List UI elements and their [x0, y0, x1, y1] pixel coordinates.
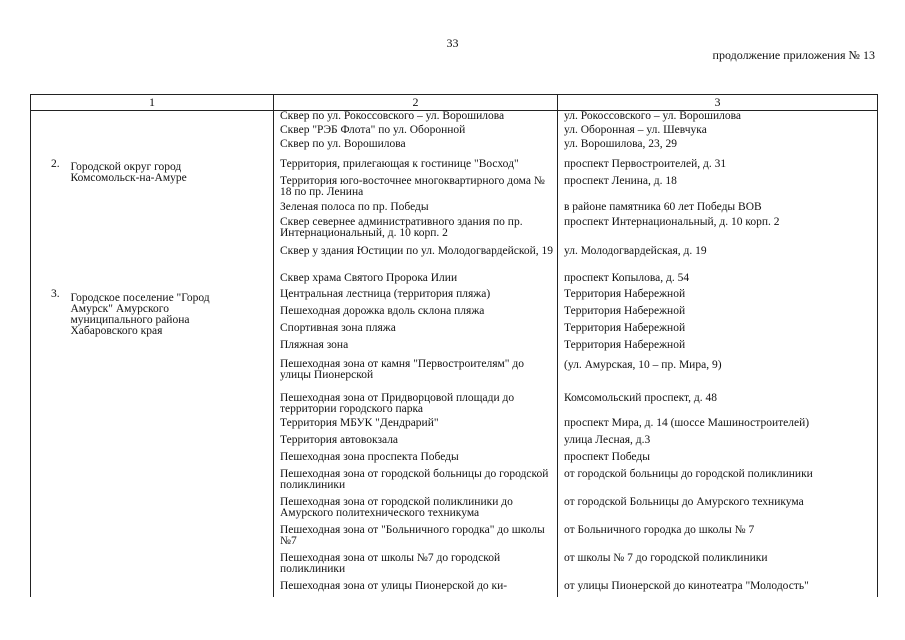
row-number [31, 202, 71, 217]
object-name: Сквер по ул. Рокоссовского – ул. Ворошилова [274, 111, 558, 125]
header-col-2: 2 [274, 95, 558, 111]
table-header-row [31, 95, 878, 111]
row-number [31, 553, 71, 581]
continuation-note: продолжение приложения № 13 [712, 48, 875, 62]
organization-name [71, 125, 274, 139]
object-address: проспект Первостроителей, д. 31 [558, 159, 878, 176]
object-name: Сквер храма Святого Пророка Илии [274, 273, 558, 289]
object-name: Пешеходная зона от городской поликлиники до Амурского политехнического техникума [274, 497, 558, 525]
row-number [31, 418, 71, 435]
object-address: проспект Интернациональный, д. 10 корп. 2 [558, 217, 878, 246]
object-address: от городской больницы до городской поликлиники [558, 469, 878, 497]
object-name: Пляжная зона [274, 340, 558, 357]
organization-name [71, 111, 274, 125]
object-name: Сквер севернее административного здания по пр. Интернациональный, д. 10 корп. 2 [274, 217, 558, 246]
header-col-1: 1 [31, 95, 274, 111]
object-name: Сквер по ул. Ворошилова [274, 139, 558, 159]
object-name: Территория автовокзала [274, 435, 558, 452]
object-address: в районе памятника 60 лет Победы ВОВ [558, 202, 878, 217]
object-name: Зеленая полоса по пр. Победы [274, 202, 558, 217]
row-number [31, 139, 71, 159]
row-number [31, 125, 71, 139]
object-name: Пешеходная зона от школы №7 до городской поликлиники [274, 553, 558, 581]
table-row [31, 111, 878, 125]
table-row [31, 139, 878, 159]
row-number [31, 111, 71, 125]
table-row [31, 289, 878, 306]
row-number [31, 217, 71, 246]
row-number: 3. [31, 289, 71, 306]
object-name: Пешеходная зона от городской больницы до городской поликлиники [274, 469, 558, 497]
object-name: Спортивная зона пляжа [274, 323, 558, 340]
organization-name [71, 289, 274, 597]
object-address: ул. Рокоссовского – ул. Ворошилова [558, 111, 878, 125]
object-name: Центральная лестница (территория пляжа) [274, 289, 558, 306]
row-number [31, 176, 71, 202]
page-number: 33 [446, 36, 459, 50]
object-name: Пешеходная зона от "Больничного городка" до школы №7 [274, 525, 558, 553]
object-address: ул. Молодогвардейская, д. 19 [558, 246, 878, 273]
object-name: Сквер "РЭБ Флота" по ул. Оборонной [274, 125, 558, 139]
object-address: от улицы Пионерской до кинотеатра "Молодость" [558, 581, 878, 597]
object-address: проспект Копылова, д. 54 [558, 273, 878, 289]
object-address: от Больничного городка до школы № 7 [558, 525, 878, 553]
object-address: Территория Набережной [558, 289, 878, 306]
row-number: 2. [31, 159, 71, 176]
object-address: улица Лесная, д.3 [558, 435, 878, 452]
object-name: Территория МБУК "Дендрарий" [274, 418, 558, 435]
row-number [31, 452, 71, 469]
object-address: проспект Победы [558, 452, 878, 469]
object-name: Пешеходная дорожка вдоль склона пляжа [274, 306, 558, 323]
object-name: Территория, прилегающая к гостинице "Восход" [274, 159, 558, 176]
row-number [31, 246, 71, 273]
table-row [31, 125, 878, 139]
objects-table [30, 94, 878, 597]
object-address: от городской Больницы до Амурского техникума [558, 497, 878, 525]
header-col-3: 3 [558, 95, 878, 111]
organization-name-text: Городской округ город Комсомольск-на-Амуре [70, 160, 187, 184]
object-address: ул. Ворошилова, 23, 29 [558, 139, 878, 159]
object-address: ул. Оборонная – ул. Шевчука [558, 125, 878, 139]
row-number [31, 497, 71, 525]
row-number [31, 525, 71, 553]
row-number [31, 323, 71, 340]
table-row [31, 159, 878, 176]
row-number [31, 393, 71, 418]
object-address: Комсомольский проспект, д. 48 [558, 393, 878, 418]
object-name: Пешеходная зона от улицы Пионерской до ки- [274, 581, 558, 597]
object-address: Территория Набережной [558, 323, 878, 340]
organization-name-text: Городское поселение "Город Амурск" Амурского муниципального района Хабаровского края [70, 291, 210, 337]
row-number [31, 273, 71, 289]
object-address: (ул. Амурская, 10 – пр. Мира, 9) [558, 357, 878, 393]
object-name: Территория юго-восточнее многоквартирного дома № 18 по пр. Ленина [274, 176, 558, 202]
row-number [31, 357, 71, 393]
object-address: проспект Ленина, д. 18 [558, 176, 878, 202]
row-number [31, 306, 71, 323]
row-number [31, 469, 71, 497]
row-number [31, 340, 71, 357]
row-number [31, 435, 71, 452]
organization-name [71, 159, 274, 289]
organization-name [71, 139, 274, 159]
object-name: Пешеходная зона проспекта Победы [274, 452, 558, 469]
object-address: проспект Мира, д. 14 (шоссе Машиностроителей) [558, 418, 878, 435]
row-number [31, 581, 71, 597]
object-address: от школы № 7 до городской поликлиники [558, 553, 878, 581]
object-name: Пешеходная зона от Придворцовой площади до территории городского парка [274, 393, 558, 418]
object-address: Территория Набережной [558, 340, 878, 357]
object-name: Сквер у здания Юстиции по ул. Молодогвардейской, 19 [274, 246, 558, 273]
object-name: Пешеходная зона от камня "Первостроителям" до улицы Пионерской [274, 357, 558, 393]
object-address: Территория Набережной [558, 306, 878, 323]
